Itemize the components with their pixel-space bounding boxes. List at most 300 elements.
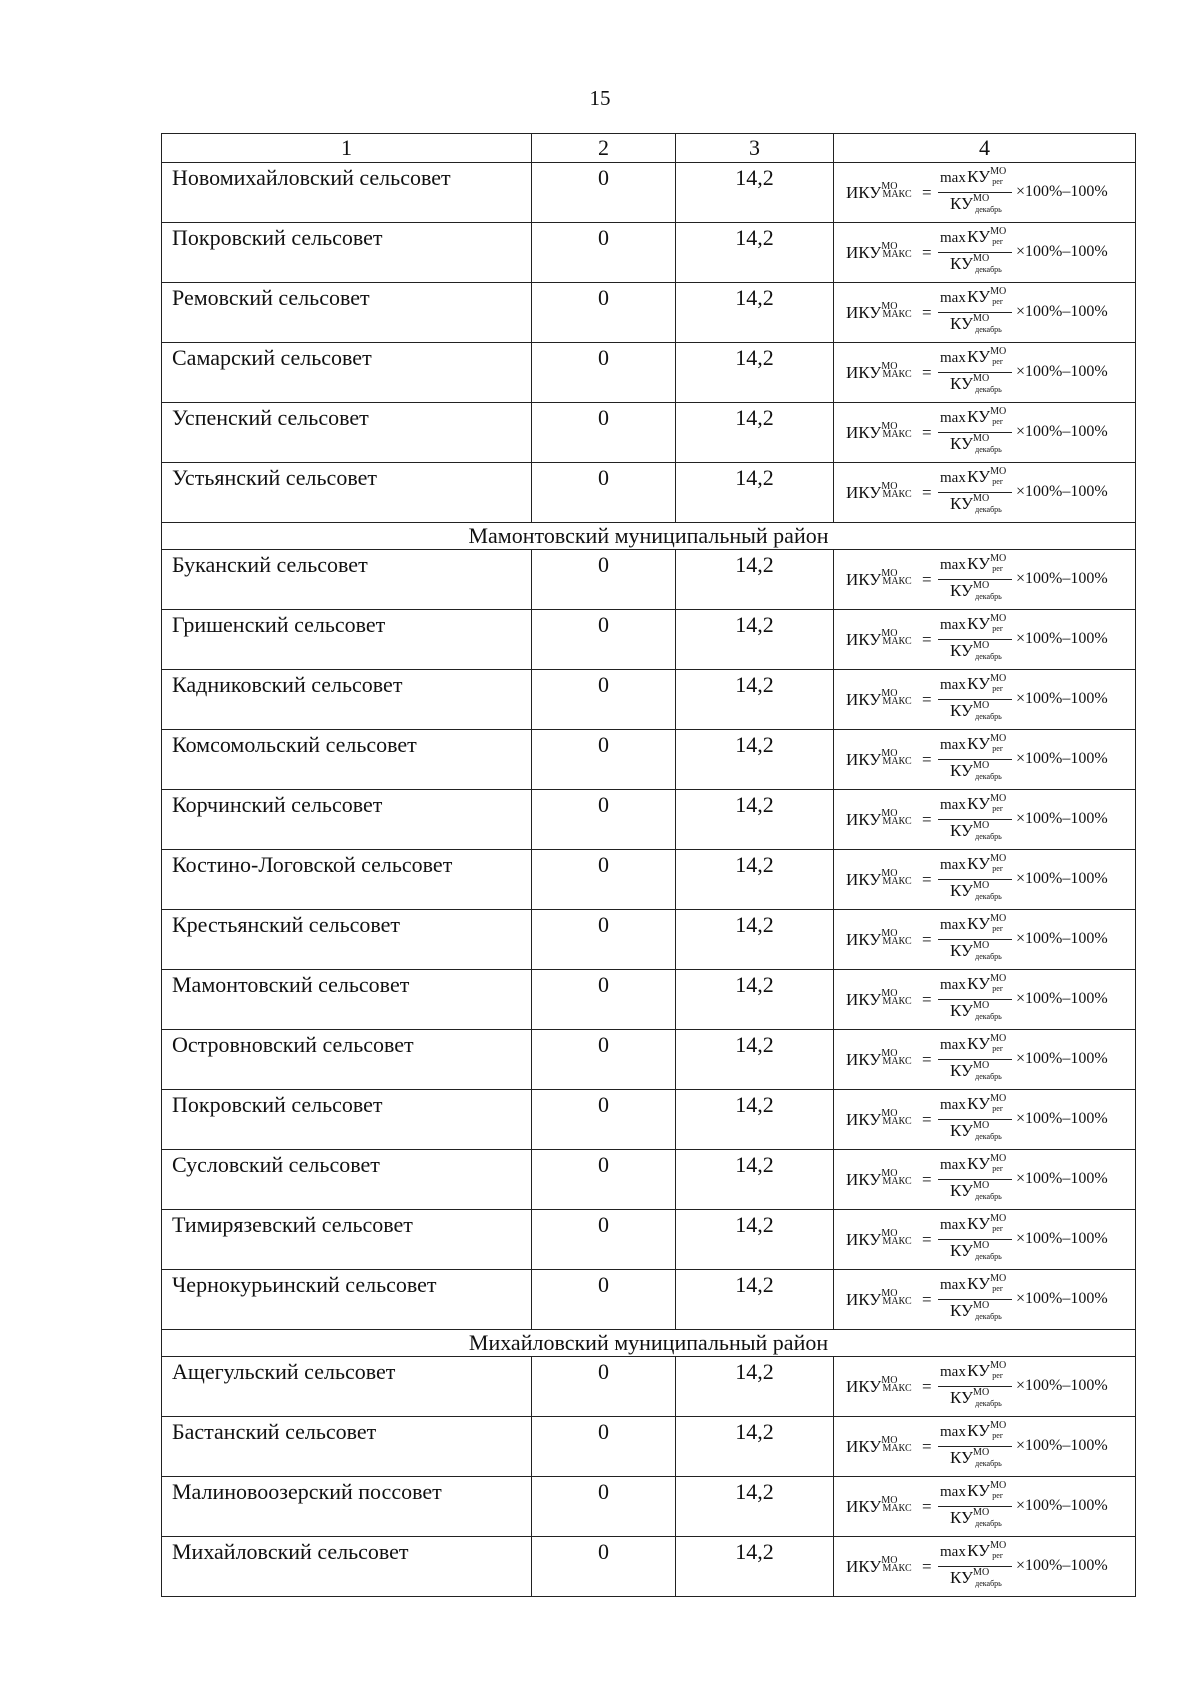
page-number: 15 — [589, 86, 611, 110]
column-2-value: 0 — [532, 1357, 676, 1417]
formula-num-prefix: max — [940, 677, 966, 693]
table-row — [162, 223, 1136, 283]
formula-lhs-base: ИКУ — [846, 363, 882, 382]
formula-lhs-base: ИКУ — [846, 870, 882, 889]
formula-lhs-sub: МАКС — [882, 189, 912, 200]
formula-den-sub: декабрь — [975, 652, 1002, 661]
formula-lhs-sub: МАКС — [882, 816, 912, 827]
formula-fraction — [938, 912, 1018, 968]
formula-rhs: ×100%–100% — [1016, 630, 1108, 647]
formula-fraction — [938, 852, 1018, 908]
formula-numerator — [940, 286, 1007, 307]
formula-lhs-sub: МАКС — [882, 576, 912, 587]
formula-lhs-sup: МО — [881, 1048, 898, 1059]
column-3-value: 14,2 — [676, 550, 834, 610]
column-2-value: 0 — [532, 403, 676, 463]
formula-den-sub: декабрь — [975, 445, 1002, 454]
formula-num-sub: рег — [992, 864, 1004, 873]
formula-equals: = — [922, 1230, 932, 1249]
formula-num-sub: рег — [992, 1371, 1004, 1380]
formula-numerator — [940, 1360, 1007, 1381]
formula-lhs-base: ИКУ — [846, 1050, 882, 1069]
header-cell-1: 1 — [162, 134, 532, 163]
formula-num-sub: рег — [992, 984, 1004, 993]
formula-lhs-sup: МО — [881, 928, 898, 939]
index-formula — [846, 552, 1116, 608]
formula-rhs: ×100%–100% — [1016, 810, 1108, 827]
column-2-value: 0 — [532, 1417, 676, 1477]
formula-num-base: КУ — [967, 554, 991, 573]
formula-den-sup: МО — [973, 1447, 990, 1458]
formula-denominator — [950, 761, 1002, 781]
table-row — [162, 463, 1136, 523]
formula-den-sup: МО — [973, 1300, 990, 1311]
formula-num-sub: рег — [992, 1551, 1004, 1560]
formula-num-base: КУ — [967, 974, 991, 993]
formula-lhs — [846, 423, 912, 443]
formula-den-sub: декабрь — [975, 1399, 1002, 1408]
formula-fraction — [938, 285, 1018, 341]
formula-fraction — [938, 1419, 1018, 1475]
formula-lhs-sub: МАКС — [882, 429, 912, 440]
index-formula — [846, 345, 1116, 401]
formula-num-prefix: max — [940, 857, 966, 873]
settlement-name: Устьянский сельсовет — [162, 463, 532, 523]
formula-lhs-sub: МАКС — [882, 876, 912, 887]
formula-lhs-sup: МО — [881, 1555, 898, 1566]
formula-den-sup: МО — [973, 940, 990, 951]
formula-cell — [834, 850, 1136, 910]
formula-numerator — [940, 166, 1007, 187]
formula-num-sup: МО — [990, 553, 1007, 564]
formula-denominator — [950, 1301, 1002, 1321]
table-row — [162, 1417, 1136, 1477]
index-formula — [846, 972, 1116, 1028]
formula-num-sub: рег — [992, 744, 1004, 753]
index-formula — [846, 612, 1116, 668]
formula-fraction — [938, 672, 1018, 728]
column-2-value: 0 — [532, 1477, 676, 1537]
formula-den-base: КУ — [950, 254, 974, 273]
index-formula — [846, 165, 1116, 221]
formula-den-sup: МО — [973, 193, 990, 204]
formula-num-sup: МО — [990, 1480, 1007, 1491]
formula-lhs-base: ИКУ — [846, 930, 882, 949]
formula-fraction — [938, 1359, 1018, 1415]
index-formula — [846, 225, 1116, 281]
formula-num-sub: рег — [992, 1164, 1004, 1173]
table-row — [162, 1150, 1136, 1210]
formula-lhs-base: ИКУ — [846, 1437, 882, 1456]
formula-den-sub: декабрь — [975, 385, 1002, 394]
formula-lhs — [846, 1497, 912, 1517]
table-body — [162, 134, 1136, 1597]
formula-rhs: ×100%–100% — [1016, 363, 1108, 380]
formula-lhs-base: ИКУ — [846, 303, 882, 322]
formula-den-sup: МО — [973, 1387, 990, 1398]
formula-num-sub: рег — [992, 417, 1004, 426]
formula-den-sub: декабрь — [975, 1072, 1002, 1081]
formula-lhs-sub: МАКС — [882, 1563, 912, 1574]
formula-num-sub: рег — [992, 1284, 1004, 1293]
settlement-name: Сусловский сельсовет — [162, 1150, 532, 1210]
table-row — [162, 910, 1136, 970]
formula-lhs-base: ИКУ — [846, 1557, 882, 1576]
formula-equals: = — [922, 1437, 932, 1456]
formula-lhs-base: ИКУ — [846, 423, 882, 442]
district-title: Мамонтовский муниципальный район — [162, 523, 1136, 550]
formula-num-sup: МО — [990, 733, 1007, 744]
formula-cell — [834, 163, 1136, 223]
formula-fraction — [938, 405, 1018, 461]
formula-den-base: КУ — [950, 641, 974, 660]
formula-numerator — [940, 613, 1007, 634]
table-row — [162, 343, 1136, 403]
formula-num-sup: МО — [990, 673, 1007, 684]
formula-num-sub: рег — [992, 624, 1004, 633]
formula-denominator — [950, 1508, 1002, 1528]
formula-lhs-sup: МО — [881, 1375, 898, 1386]
formula-lhs-base: ИКУ — [846, 483, 882, 502]
formula-num-base: КУ — [967, 614, 991, 633]
formula-equals: = — [922, 243, 932, 262]
formula-den-base: КУ — [950, 1388, 974, 1407]
formula-den-base: КУ — [950, 1568, 974, 1587]
formula-equals: = — [922, 810, 932, 829]
settlement-name: Успенский сельсовет — [162, 403, 532, 463]
formula-num-sub: рег — [992, 237, 1004, 246]
formula-num-sub: рег — [992, 177, 1004, 186]
formula-lhs-base: ИКУ — [846, 1230, 882, 1249]
formula-num-prefix: max — [940, 737, 966, 753]
formula-rhs: ×100%–100% — [1016, 1110, 1108, 1127]
formula-num-sub: рег — [992, 1104, 1004, 1113]
formula-numerator — [940, 553, 1007, 574]
column-2-value: 0 — [532, 610, 676, 670]
formula-lhs-base: ИКУ — [846, 630, 882, 649]
formula-den-sub: декабрь — [975, 1012, 1002, 1021]
formula-cell — [834, 403, 1136, 463]
formula-denominator — [950, 821, 1002, 841]
table-row — [162, 1537, 1136, 1597]
index-formula — [846, 1479, 1116, 1535]
formula-denominator — [950, 1448, 1002, 1468]
formula-den-sub: декабрь — [975, 205, 1002, 214]
formula-lhs-sub: МАКС — [882, 1296, 912, 1307]
column-2-value: 0 — [532, 970, 676, 1030]
formula-fraction — [938, 792, 1018, 848]
formula-lhs-base: ИКУ — [846, 1497, 882, 1516]
column-3-value: 14,2 — [676, 223, 834, 283]
formula-lhs-sub: МАКС — [882, 1236, 912, 1247]
formula-numerator — [940, 733, 1007, 754]
formula-cell — [834, 463, 1136, 523]
formula-denominator — [950, 1181, 1002, 1201]
formula-fraction — [938, 552, 1018, 608]
formula-num-base: КУ — [967, 467, 991, 486]
settlement-name: Кадниковский сельсовет — [162, 670, 532, 730]
formula-cell — [834, 1270, 1136, 1330]
formula-denominator — [950, 1121, 1002, 1141]
formula-num-prefix: max — [940, 1157, 966, 1173]
section-header-row — [162, 523, 1136, 550]
formula-num-sub: рег — [992, 804, 1004, 813]
formula-numerator — [940, 1480, 1007, 1501]
formula-fraction — [938, 972, 1018, 1028]
formula-den-sup: МО — [973, 313, 990, 324]
formula-lhs — [846, 990, 912, 1010]
formula-denominator — [950, 434, 1002, 454]
column-2-value: 0 — [532, 163, 676, 223]
formula-lhs-base: ИКУ — [846, 690, 882, 709]
settlement-name: Крестьянский сельсовет — [162, 910, 532, 970]
index-formula — [846, 912, 1116, 968]
formula-lhs — [846, 1050, 912, 1070]
formula-den-base: КУ — [950, 434, 974, 453]
column-2-value: 0 — [532, 790, 676, 850]
formula-rhs: ×100%–100% — [1016, 570, 1108, 587]
table-row — [162, 730, 1136, 790]
settlement-name: Покровский сельсовет — [162, 1090, 532, 1150]
formula-lhs — [846, 810, 912, 830]
formula-cell — [834, 1210, 1136, 1270]
formula-rhs: ×100%–100% — [1016, 1230, 1108, 1247]
formula-num-prefix: max — [940, 1544, 966, 1560]
table-row — [162, 670, 1136, 730]
formula-lhs — [846, 1377, 912, 1397]
formula-cell — [834, 1357, 1136, 1417]
formula-lhs-base: ИКУ — [846, 990, 882, 1009]
formula-denominator — [950, 641, 1002, 661]
formula-num-sup: МО — [990, 1540, 1007, 1551]
tariff-table — [161, 133, 1136, 1597]
table-row — [162, 850, 1136, 910]
formula-denominator — [950, 581, 1002, 601]
formula-rhs: ×100%–100% — [1016, 1290, 1108, 1307]
column-2-value: 0 — [532, 910, 676, 970]
formula-denominator — [950, 941, 1002, 961]
formula-lhs — [846, 1230, 912, 1250]
settlement-name: Комсомольский сельсовет — [162, 730, 532, 790]
index-formula — [846, 465, 1116, 521]
formula-lhs — [846, 363, 912, 383]
formula-den-base: КУ — [950, 194, 974, 213]
column-2-value: 0 — [532, 1090, 676, 1150]
column-2-value: 0 — [532, 730, 676, 790]
formula-num-sub: рег — [992, 357, 1004, 366]
formula-lhs — [846, 870, 912, 890]
table-row — [162, 1090, 1136, 1150]
formula-den-sub: декабрь — [975, 1192, 1002, 1201]
formula-num-sub: рег — [992, 477, 1004, 486]
column-3-value: 14,2 — [676, 1030, 834, 1090]
section-header-row — [162, 1330, 1136, 1357]
table-row — [162, 1210, 1136, 1270]
formula-cell — [834, 1537, 1136, 1597]
formula-num-sub: рег — [992, 1431, 1004, 1440]
table-row — [162, 283, 1136, 343]
formula-num-sup: МО — [990, 166, 1007, 177]
formula-lhs-sub: МАКС — [882, 996, 912, 1007]
formula-lhs-sup: МО — [881, 988, 898, 999]
formula-cell — [834, 730, 1136, 790]
formula-den-sup: МО — [973, 1567, 990, 1578]
formula-den-sub: декабрь — [975, 505, 1002, 514]
formula-den-base: КУ — [950, 941, 974, 960]
column-2-value: 0 — [532, 463, 676, 523]
formula-fraction — [938, 1092, 1018, 1148]
formula-num-base: КУ — [967, 734, 991, 753]
formula-lhs — [846, 1290, 912, 1310]
column-2-value: 0 — [532, 223, 676, 283]
formula-den-sup: МО — [973, 820, 990, 831]
formula-num-base: КУ — [967, 407, 991, 426]
formula-num-base: КУ — [967, 1214, 991, 1233]
header-row — [162, 134, 1136, 163]
index-formula — [846, 1539, 1116, 1595]
formula-num-prefix: max — [940, 410, 966, 426]
formula-num-sup: МО — [990, 406, 1007, 417]
formula-den-sub: декабрь — [975, 1132, 1002, 1141]
formula-den-sup: МО — [973, 1507, 990, 1518]
column-3-value: 14,2 — [676, 163, 834, 223]
formula-equals: = — [922, 570, 932, 589]
formula-denominator — [950, 1388, 1002, 1408]
table-row — [162, 1477, 1136, 1537]
settlement-name: Новомихайловский сельсовет — [162, 163, 532, 223]
formula-den-sup: МО — [973, 253, 990, 264]
formula-lhs-sub: МАКС — [882, 489, 912, 500]
formula-denominator — [950, 1568, 1002, 1588]
formula-fraction — [938, 225, 1018, 281]
settlement-name: Михайловский сельсовет — [162, 1537, 532, 1597]
formula-den-sub: декабрь — [975, 265, 1002, 274]
formula-den-sub: декабрь — [975, 1519, 1002, 1528]
formula-lhs-sup: МО — [881, 808, 898, 819]
column-2-value: 0 — [532, 343, 676, 403]
formula-cell — [834, 223, 1136, 283]
formula-numerator — [940, 466, 1007, 487]
formula-lhs-sup: МО — [881, 1435, 898, 1446]
formula-equals: = — [922, 1290, 932, 1309]
formula-denominator — [950, 374, 1002, 394]
table-row — [162, 790, 1136, 850]
formula-rhs: ×100%–100% — [1016, 1557, 1108, 1574]
formula-den-sup: МО — [973, 1180, 990, 1191]
formula-den-base: КУ — [950, 701, 974, 720]
formula-lhs-base: ИКУ — [846, 183, 882, 202]
formula-numerator — [940, 793, 1007, 814]
formula-lhs — [846, 483, 912, 503]
formula-lhs-sub: МАКС — [882, 309, 912, 320]
formula-den-base: КУ — [950, 1121, 974, 1140]
formula-cell — [834, 670, 1136, 730]
formula-num-base: КУ — [967, 794, 991, 813]
formula-lhs-base: ИКУ — [846, 810, 882, 829]
formula-num-sup: МО — [990, 1093, 1007, 1104]
formula-lhs-sup: МО — [881, 181, 898, 192]
formula-num-base: КУ — [967, 1094, 991, 1113]
formula-num-sup: МО — [990, 853, 1007, 864]
formula-numerator — [940, 673, 1007, 694]
formula-rhs: ×100%–100% — [1016, 930, 1108, 947]
formula-num-prefix: max — [940, 557, 966, 573]
settlement-name: Островновский сельсовет — [162, 1030, 532, 1090]
formula-den-sup: МО — [973, 700, 990, 711]
formula-cell — [834, 970, 1136, 1030]
formula-lhs — [846, 570, 912, 590]
formula-num-base: КУ — [967, 854, 991, 873]
formula-den-base: КУ — [950, 1001, 974, 1020]
formula-lhs — [846, 1110, 912, 1130]
formula-cell — [834, 790, 1136, 850]
formula-den-sub: декабрь — [975, 892, 1002, 901]
formula-lhs-base: ИКУ — [846, 1170, 882, 1189]
formula-equals: = — [922, 363, 932, 382]
formula-den-base: КУ — [950, 821, 974, 840]
formula-rhs: ×100%–100% — [1016, 1497, 1108, 1514]
formula-den-sup: МО — [973, 880, 990, 891]
formula-equals: = — [922, 930, 932, 949]
formula-fraction — [938, 612, 1018, 668]
formula-num-base: КУ — [967, 347, 991, 366]
formula-cell — [834, 550, 1136, 610]
formula-lhs — [846, 930, 912, 950]
formula-num-prefix: max — [940, 290, 966, 306]
formula-den-sub: декабрь — [975, 772, 1002, 781]
formula-den-base: КУ — [950, 1508, 974, 1527]
formula-num-base: КУ — [967, 167, 991, 186]
formula-rhs: ×100%–100% — [1016, 1377, 1108, 1394]
column-3-value: 14,2 — [676, 1477, 834, 1537]
formula-denominator — [950, 314, 1002, 334]
formula-lhs-sub: МАКС — [882, 1176, 912, 1187]
formula-num-sub: рег — [992, 1224, 1004, 1233]
formula-lhs-sup: МО — [881, 1495, 898, 1506]
formula-den-sup: МО — [973, 640, 990, 651]
formula-num-base: КУ — [967, 227, 991, 246]
formula-den-sup: МО — [973, 1120, 990, 1131]
formula-cell — [834, 610, 1136, 670]
table-row — [162, 550, 1136, 610]
settlement-name: Мамонтовский сельсовет — [162, 970, 532, 1030]
formula-lhs — [846, 183, 912, 203]
formula-fraction — [938, 165, 1018, 221]
formula-rhs: ×100%–100% — [1016, 423, 1108, 440]
formula-denominator — [950, 881, 1002, 901]
formula-numerator — [940, 1033, 1007, 1054]
table-row — [162, 1270, 1136, 1330]
formula-numerator — [940, 1420, 1007, 1441]
index-formula — [846, 852, 1116, 908]
formula-den-sup: МО — [973, 1000, 990, 1011]
formula-lhs-sup: МО — [881, 301, 898, 312]
formula-lhs-sub: МАКС — [882, 249, 912, 260]
formula-fraction — [938, 345, 1018, 401]
formula-lhs-sup: МО — [881, 361, 898, 372]
formula-cell — [834, 910, 1136, 970]
formula-equals: = — [922, 1497, 932, 1516]
formula-lhs-sup: МО — [881, 868, 898, 879]
formula-num-sup: МО — [990, 1033, 1007, 1044]
column-2-value: 0 — [532, 1270, 676, 1330]
formula-den-sub: декабрь — [975, 832, 1002, 841]
formula-lhs — [846, 243, 912, 263]
formula-denominator — [950, 1061, 1002, 1081]
index-formula — [846, 285, 1116, 341]
column-3-value: 14,2 — [676, 1270, 834, 1330]
settlement-name: Чернокурьинский сельсовет — [162, 1270, 532, 1330]
